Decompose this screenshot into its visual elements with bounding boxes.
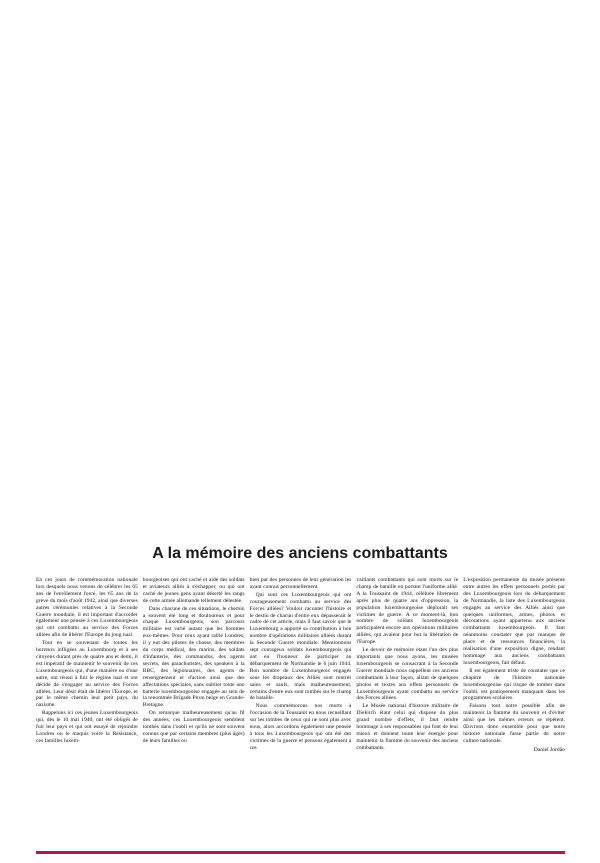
paragraph: Le Musée national d'histoire militaire de Diekirch étant celui qui dispose du plus grand nombre d'effets, il faut rendre hommage à ses responsables qui font de leur mieux et donnent toute leur énergie pour maintenir la flamme du souvenir des anciens combattants. — [356, 703, 459, 751]
paragraph: Qui sont ces Luxembourgeois qui ont courageusement combattu au service des Forces alliées? Vouloir raconter l'histoire et le destin de chacun d'entre eux dépasserait le cadre de cet article, mais il faut savoir que le Luxembourg a apporté sa contribution à bon nombre d'opérations militaires alliées durant la Seconde Guerre mondiale. Mentionnons sept courageux soldats luxembourgeois qui ont eu l'honneur de participer au débarquement de Normandie le 6 juin 1944. Bon nombre de Luxembourgeois engagés sous les drapeaux des Alliés sont rentrés sains et saufs, mais malheureusement, certains d'entre eux sont tombés sur le champ de bataille. — [249, 591, 352, 702]
paragraph: bien par des personnes de leur génération les ayant connus personnellement. — [249, 577, 352, 590]
paragraph: vaillants combattants qui sont morts sur le champ de bataille en portant l'uniforme allié. A la Toussaint de 1944, célébrée librement après plus de quatre ans d'oppression, la population luxembourgeoise déplorait ses victimes de guerre. A ce moment-là, bon nombre de soldats luxembourgeois participaient encore aux opérations militaires alliées, qui avaient pour but la libération de l'Europe. — [356, 577, 459, 646]
article-title: A la mémoire des anciens combattants — [152, 545, 448, 562]
paragraph: Il est également triste de constater que ce chapitre de l'histoire nationale luxembourgeoise qui risque de tomber dans l'oubli, est pratiquement manquant dans les programmes scolaires. — [463, 667, 565, 702]
paragraph: On remarque malheureusement qu'au fil des années, ces Luxembourgeois semblent tombés dans l'oubli et qu'ils ne sont souvent connus que par certains membres (plus âgés) de leurs familles ou — [142, 710, 245, 744]
paragraph: Nous commémorons nos morts à l'occasion de la Toussaint en nous recueillant sur les tombes de ceux qui ne sont plus avec nous, alors accordons également une pensée à tous les Luxembourgeois qui ont été des victimes de la guerre et pensons également à ces — [249, 703, 352, 751]
article-column-1 — [36, 577, 138, 843]
paragraph: Tout en se souvenant de toutes les horreurs infligées au Luxembourg et à ses citoyens durant près de quatre ans et demi, il est impératif de maintenir le souvenir de ces Luxembourgeois qui, d'une manière ou d'une autre, ont réussi à fuir le régime nazi et ont décidé de s'engager au service des Forces alliées. Leur désir était de libérer l'Europe, et par le même chemin leur petit pays, du nazisme. — [36, 640, 138, 709]
article-column-4 — [356, 577, 458, 843]
article-column-3 — [250, 577, 352, 843]
paragraph: Dans chacune de ces situations, le chemin a souvent été long et douloureux et pour chaque Luxembourgeois, son parcours militaire est varié autant que les hommes eux-mêmes. Pour ceux ayant rallié Londres, il y eut des pilotes de chasse, des membres du corps médical, des marins, des soldats d'infanterie, des commandos, des agents secrets, des parachutistes, des speakers à la BBC, des légionnaires, des agents de renseignement et d'action ainsi que des affectations spéciales, sans oublier toute une batterie luxembourgeoise engagée au sein de la renommée Brigade Piron belge en Grande-Bretagne. — [142, 605, 245, 709]
article-column-2 — [143, 577, 245, 843]
paragraph: En ces jours de commémoration nationale lors desquels nous venons de célébrer les 65 ans de l'enrôlement forcé, les 65 ans de la grève du mois d'août 1942, ainsi que diverses autres cérémonies relatives à la Seconde Guerre mondiale, il est important d'accorder également une pensée à ces Luxembourgeois qui ont combattu au service des Forces alliées afin de libérer l'Europe du joug nazi. — [36, 577, 138, 639]
paragraph: bourgeoises qui ont caché et aidé des soldats et aviateurs alliés à s'échapper, ou qui ont caché de jeunes gens ayant déserté les rangs de cette armée allemande tellement détestée. — [142, 577, 245, 604]
paragraph: L'exposition permanente du musée présente entre autres les effets personnels portés par des Luxembourgeois lors du débarquement de Normandie, la liste des Luxembourgeois engagés au service des Alliés ainsi que quelques uniformes, armes, photos et décorations ayant appartenu aux anciens combattants luxembourgeois. Il faut néanmoins constater que par manque de place et de ressources financières, la réalisation d'une exposition digne, rendant hommage aux anciens combattants luxembourgeois, fait défaut. — [463, 577, 565, 666]
article-body — [36, 577, 565, 843]
paragraph: Rappelons ici ces jeunes Luxembourgeois qui, dès le 10 mai 1940, ont été obligés de fuir leur pays et qui ont essayé de rejoindre Londres ou le maquis voire la Résistance, ces familles luxem- — [36, 710, 138, 744]
paragraph: Le devoir de mémoire étant l'un des plus importants que nous ayons, les musées luxembourgeois se consacrant à la Seconde Guerre mondiale nous rappellent ces anciens combattants à leur façon, allant de quelques photos et textes aux effets personnels de Luxembourgeois ayant combattu au service des Forces alliées. — [356, 647, 459, 702]
author-signature: Daniel Jordão — [533, 746, 565, 753]
article-column-5 — [463, 577, 565, 843]
paragraph: Faisons tout notre possible afin de maintenir la flamme du souvenir et d'éviter ainsi que les mêmes erreurs se répètent. Œuvrons donc ensemble pour que notre histoire nationale fasse partie de notre culture nationale. — [463, 703, 565, 744]
bottom-accent-rule — [36, 851, 565, 854]
